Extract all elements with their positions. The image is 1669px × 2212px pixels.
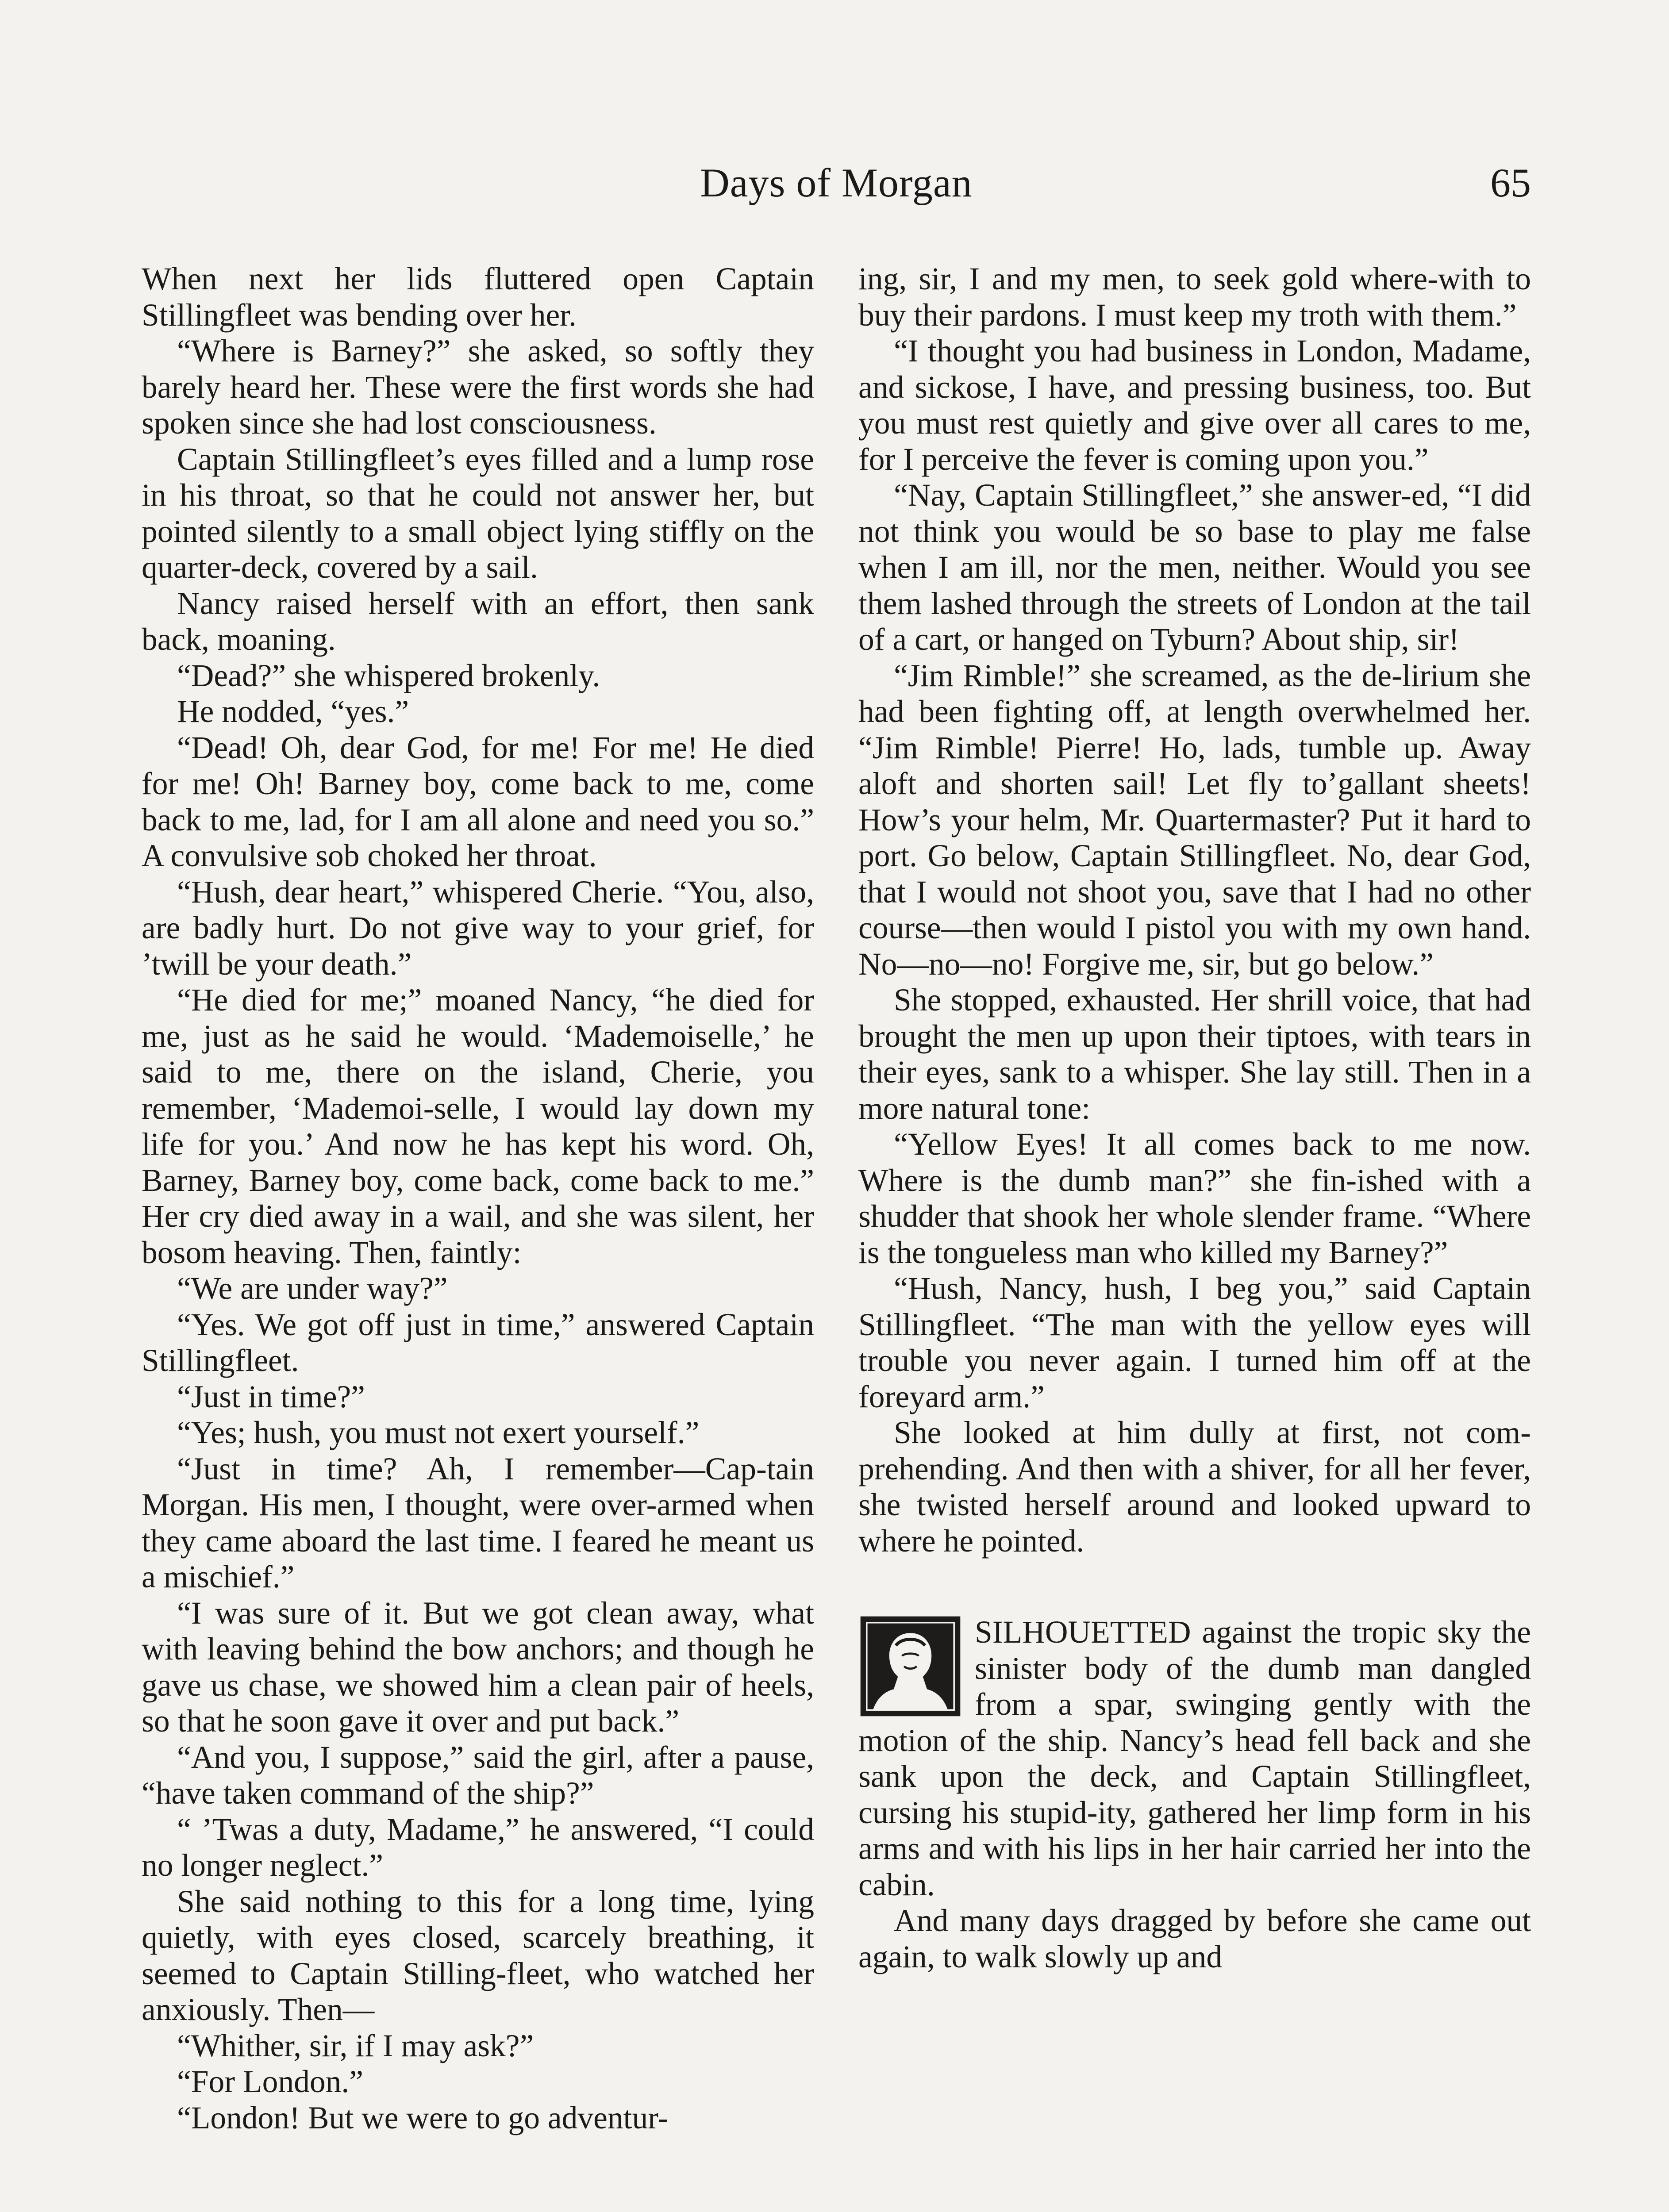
paragraph: “ ’Twas a duty, Madame,” he answered, “I could no longer neglect.”: [142, 1812, 814, 1883]
page-header: [142, 159, 1531, 234]
paragraph: “Yellow Eyes! It all comes back to me now. Where is the dumb man?” she fin-ished with a shudder that shook her whole slender frame. “Where is the tongueless man who killed my Barney?”: [858, 1127, 1531, 1270]
paragraph: “For London.”: [177, 2064, 363, 2099]
paragraph: “I was sure of it. But we got clean away, what with leaving behind the bow anchors; and though he gave us chase, we showed him a clean pair of heels, so that he soon gave it over and put back.”: [142, 1595, 814, 1739]
paragraph: “Dead! Oh, dear God, for me! For me! He died for me! Oh! Barney boy, come back to me, come back to me, lad, for I am all alone and need you so.” A convulsive sob choked her throat.: [142, 730, 814, 873]
silhouette-head-icon: [858, 1614, 962, 1718]
paragraph: And many days dragged by before she came out again, to walk slowly up and: [858, 1903, 1531, 1974]
paragraph: “Hush, dear heart,” whispered Cherie. “You, also, are badly hurt. Do not give way to your grief, for ’twill be your death.”: [142, 874, 814, 982]
paragraph: ing, sir, I and my men, to seek gold where-with to buy their pardons. I must keep my troth with them.”: [858, 261, 1531, 333]
paragraph: “Nay, Captain Stillingfleet,” she answer-ed, “I did not think you would be so base to play me false when I am ill, nor the men, neither. Would you see them lashed through the streets of London at the tail of a cart, or hanged on Tyburn? About ship, sir!: [858, 478, 1531, 657]
paragraph: “Where is Barney?” she asked, so softly they barely heard her. These were the first words she had spoken since she had lost consciousness.: [142, 334, 814, 441]
silhouette-dropcap-illustration: [858, 1614, 962, 1718]
paragraph: SILHOUETTED against the tropic sky the sinister body of the dumb man dangled from a spar, swinging gently with the motion of the ship. Nancy’s head fell back and she sank upon the deck, and Captain Stillingfleet, cursing his stupid-ity, gathered her limp form in his arms and with his lips in her hair carried her into the cabin.: [858, 1615, 1531, 1902]
paragraph: “Yes. We got off just in time,” answered Captain Stillingfleet.: [142, 1307, 814, 1378]
paragraph: She looked at him dully at first, not com-prehending. And then with a shiver, for all her fever, she twisted herself around and looked upward to where he pointed.: [858, 1415, 1531, 1559]
paragraph: “Just in time? Ah, I remember—Cap-tain Morgan. His men, I thought, were over-armed when they came aboard the last time. I feared he meant us a mischief.”: [142, 1451, 814, 1594]
paragraph: “Hush, Nancy, hush, I beg you,” said Captain Stillingfleet. “The man with the yellow eyes will trouble you never again. I turned him off at the foreyard arm.”: [858, 1271, 1531, 1414]
running-head: Days of Morgan: [700, 160, 973, 205]
paragraph: He nodded, “yes.”: [177, 694, 409, 729]
paragraph: She stopped, exhausted. Her shrill voice, that had brought the men up upon their tiptoes, with tears in their eyes, sank to a whisper. She lay still. Then in a more natural tone:: [858, 983, 1531, 1126]
paragraph: Captain Stillingfleet’s eyes filled and a lump rose in his throat, so that he could not answer her, but pointed silently to a small object lying stiffly on the quarter-deck, covered by a sail.: [142, 442, 814, 585]
page-number: 65: [1490, 160, 1531, 205]
paragraph: “Yes; hush, you must not exert yourself.”: [177, 1415, 700, 1450]
paragraph: “Whither, sir, if I may ask?”: [177, 2028, 534, 2063]
left-column: [142, 261, 814, 2136]
paragraph: “Dead?” she whispered brokenly.: [177, 658, 600, 693]
paragraph: When next her lids fluttered open Captain Stillingfleet was bending over her.: [142, 261, 814, 333]
paragraph: “Just in time?”: [177, 1379, 365, 1414]
paragraph: “I thought you had business in London, Madame, and sickose, I have, and pressing business, too. But you must rest quietly and give over all cares to me, for I perceive the fever is coming upon you.”: [858, 334, 1531, 477]
paragraph: She said nothing to this for a long time, lying quietly, with eyes closed, scarcely breathing, it seemed to Captain Stilling-fleet, who watched her anxiously. Then—: [142, 1884, 814, 2027]
paragraph: “He died for me;” moaned Nancy, “he died for me, just as he said he would. ‘Mademoiselle,’ he said to me, there on the island, Cherie, you remember, ‘Mademoi-selle, I would lay down my life for you.’ And now he has kept his word. Oh, Barney, Barney boy, come back, come back to me.” Her cry died away in a wail, and she was silent, her bosom heaving. Then, faintly:: [142, 983, 814, 1270]
paragraph: “London! But we were to go adventur-: [177, 2100, 669, 2135]
paragraph: “We are under way?”: [177, 1271, 448, 1306]
paragraph: “Jim Rimble!” she screamed, as the de-lirium she had been fighting off, at length overwhelmed her. “Jim Rimble! Pierre! Ho, lads, tumble up. Away aloft and shorten sail! Let fly to’gallant sheets! How’s your helm, Mr. Quartermaster? Put it hard to port. Go below, Captain Stillingfleet. No, dear God, that I would not shoot you, save that I had no other course—then would I pistol you with my own hand. No—no—no! Forgive me, sir, but go below.”: [858, 658, 1531, 982]
paragraph: Nancy raised herself with an effort, then sank back, moaning.: [142, 586, 814, 657]
paragraph: “And you, I suppose,” said the girl, after a pause, “have taken command of the ship?”: [142, 1740, 814, 1811]
right-column: [858, 261, 1531, 1975]
